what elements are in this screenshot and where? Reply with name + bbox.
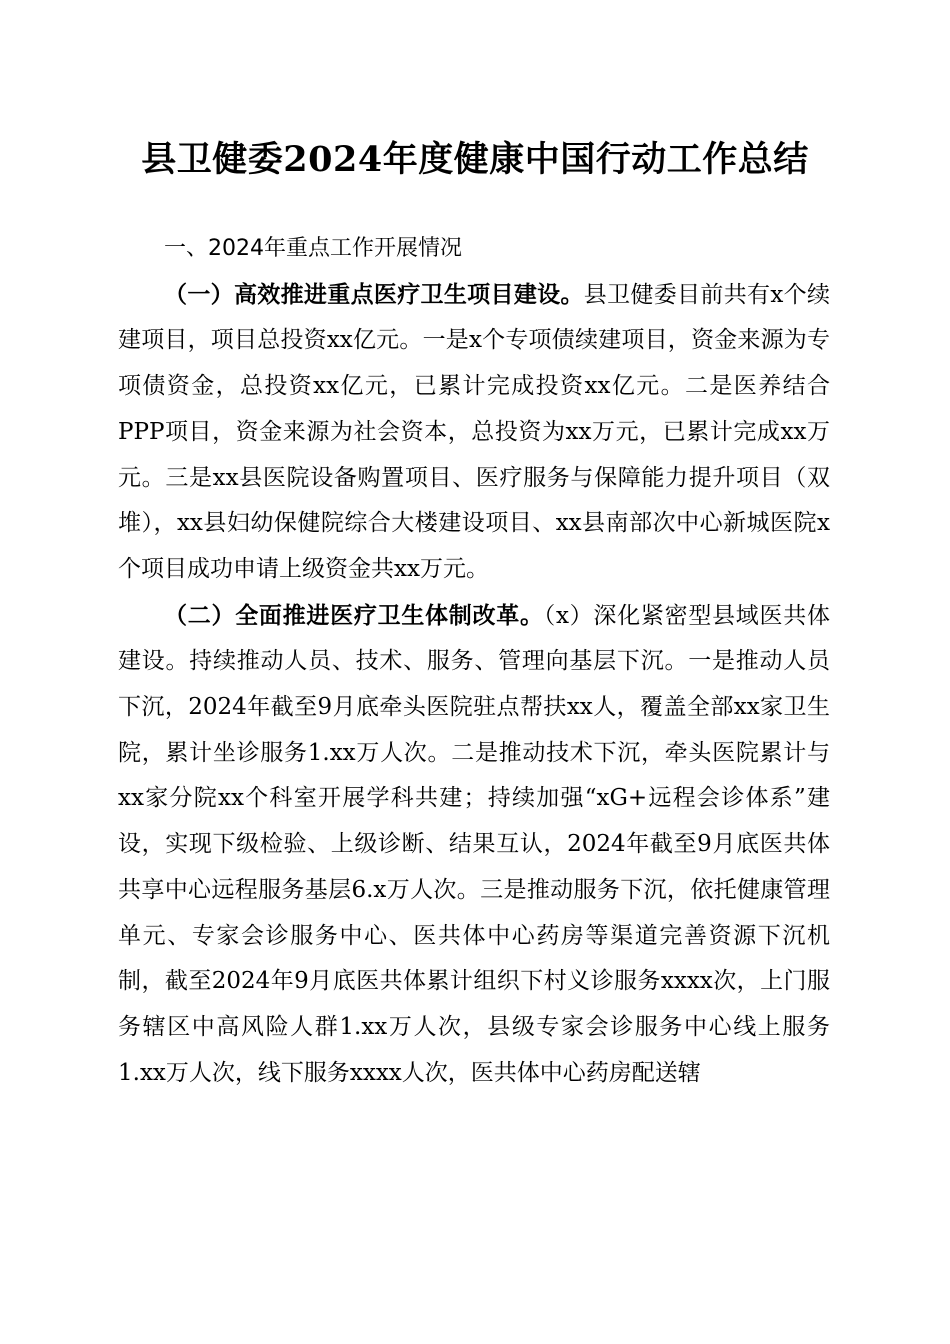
paragraph-health-reform — [118, 593, 830, 1097]
section-heading: 一、2024年重点工作开展情况 — [164, 236, 462, 261]
paragraph-text: （x）深化紧密型县域医共体建设。持续推动人员、技术、服务、管理向基层下沉。一是推动人员下沉，2024年截至9月底牵头医院驻点帮扶xx人，覆盖全部xx家卫生院，累计坐诊服务1.xx万人次。二是推动技术下沉，牵头医院累计与xx家分院xx个科室开展学科共建；持续加强“xG+远程会诊体系”建设，实现下级检验、上级诊断、结果互认，2024年截至9月底医共体共享中心远程服务基层6.x万人次。三是推动服务下沉，依托健康管理单元、专家会诊服务中心、医共体中心药房等渠道完善资源下沉机制，截至2024年9月底医共体累计组织下村义诊服务xxxx次，上门服务辖区中高风险人群1.xx万人次，县级专家会诊服务中心线上服务1.xx万人次，线下服务xxxx人次，医共体中心药房配送辖 — [118, 602, 830, 1086]
document-body — [118, 226, 830, 1096]
paragraph-project-construction — [118, 272, 830, 593]
document-title: 县卫健委2024年度健康中国行动工作总结 — [141, 139, 809, 180]
paragraph-lead: （一）高效推进重点医疗卫生项目建设。 — [164, 280, 584, 308]
paragraph-lead: （二）全面推进医疗卫生体制改革。 — [164, 601, 544, 629]
paragraph-text: 县卫健委目前共有x个续建项目，项目总投资xx亿元。一是x个专项债续建项目，资金来源为专项债资金，总投资xx亿元，已累计完成投资xx亿元。二是医养结合PPP项目，资金来源为社会资本，总投资为xx万元，已累计完成xx万元。三是xx县医院设备购置项目、医疗服务与保障能力提升项目（双堆），xx县妇幼保健院综合大楼建设项目、xx县南部次中心新城医院x个项目成功申请上级资金共xx万元。 — [118, 281, 830, 582]
